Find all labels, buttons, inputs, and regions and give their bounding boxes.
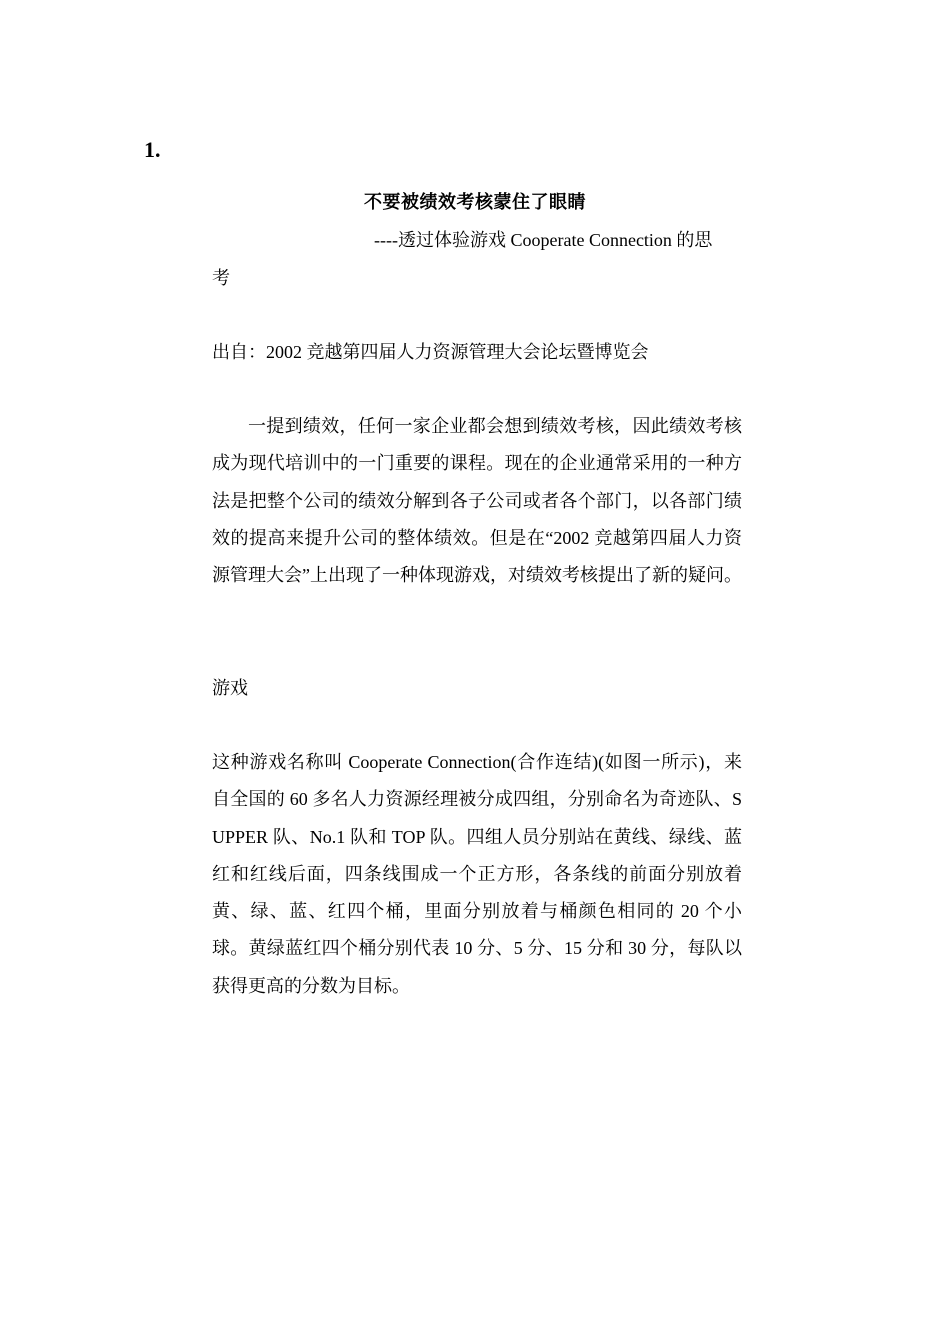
intro-paragraph: 一提到绩效，任何一家企业都会想到绩效考核，因此绩效考核成为现代培训中的一门重要的课程。现在的企业通常采用的一种方法是把整个公司的绩效分解到各子公司或者各个部门，以各部门绩效的提高来提升公司的整体绩效。但是在“2002 竞越第四届人力资源管理大会”上出现了一种体现游戏，对绩效考核提出了新的疑问。 — [212, 416, 742, 586]
article-subtitle-continuation: 考 — [212, 268, 230, 288]
game-description-paragraph: 这种游戏名称叫 Cooperate Connection(合作连结)(如图一所示)，来自全国的 60 多名人力资源经理被分成四组，分别命名为奇迹队、SUPPER 队、No.1 队和 TOP 队。四组人员分别站在黄线、绿线、蓝红和红线后面，四条线围成一个正方形，各条线的前面分别放着黄、绿、蓝、红四个桶，里面分别放着与桶颜色相同的 20 个小球。黄绿蓝红四个桶分别代表 10 分、5 分、15 分和 30 分，每队以获得更高的分数为目标。 — [212, 752, 742, 996]
article-title: 不要被绩效考核蒙住了眼睛 — [364, 192, 586, 212]
article-subtitle: ----透过体验游戏 Cooperate Connection 的思 — [374, 230, 713, 250]
section-number: 1. — [144, 137, 161, 162]
section-heading-game: 游戏 — [212, 678, 248, 698]
source-line: 出自：2002 竞越第四届人力资源管理大会论坛暨博览会 — [212, 342, 649, 362]
